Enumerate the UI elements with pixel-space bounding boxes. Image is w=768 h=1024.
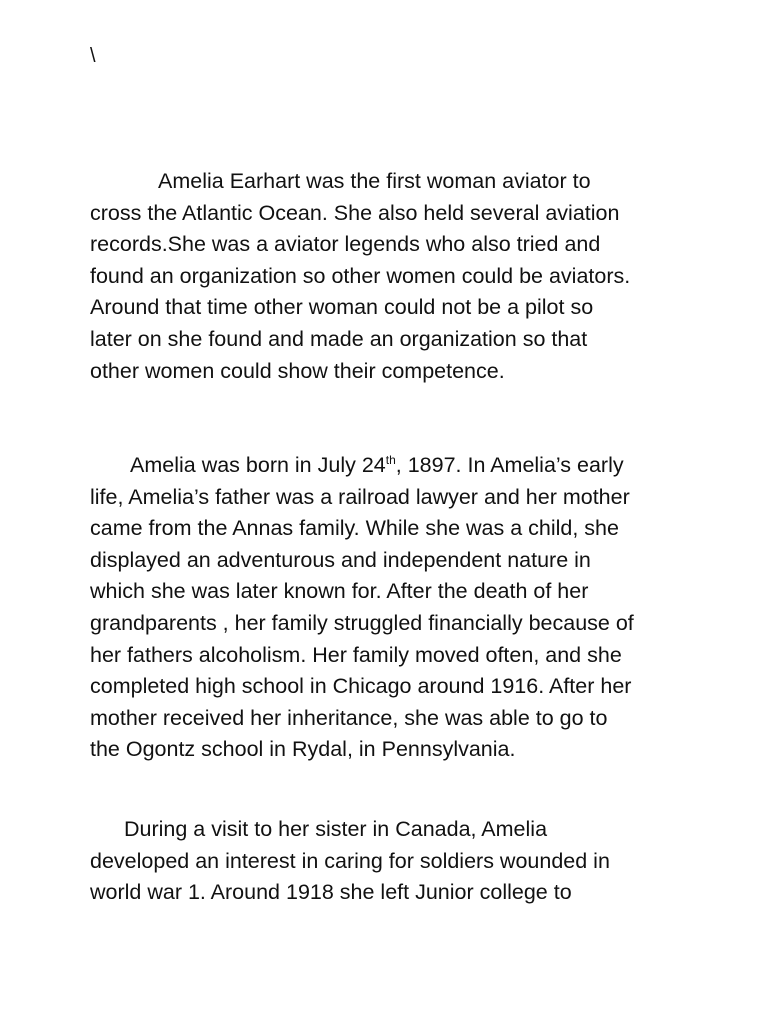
text-line: developed an interest in caring for soldiers wounded in — [90, 848, 610, 873]
stray-backslash-mark: \ — [90, 45, 96, 67]
paragraph-intro — [90, 166, 690, 387]
paragraph-canada-visit — [90, 814, 690, 909]
ordinal-superscript: th — [385, 452, 396, 467]
text-line: Amelia Earhart was the first woman aviator to — [158, 169, 591, 193]
paragraph-early-life — [90, 450, 690, 766]
text-line: During a visit to her sister in Canada, Amelia — [124, 817, 548, 841]
text-line: her fathers alcoholism. Her family moved often, and she — [90, 642, 622, 667]
text-line: later on she found and made an organization so that — [90, 326, 588, 351]
text-fragment: Amelia was born in July 24 — [130, 453, 386, 477]
text-line: other women could show their competence. — [90, 358, 505, 383]
text-line: completed high school in Chicago around 1916. After her — [90, 674, 632, 699]
text-line: mother received her inheritance, she was able to go to — [90, 705, 608, 730]
text-line-with-superscript — [90, 450, 690, 482]
text-line: records.She was a aviator legends who also tried and — [90, 232, 601, 257]
text-line: found an organization so other women could be aviators. — [90, 263, 631, 288]
text-line: world war 1. Around 1918 she left Junior college to — [90, 880, 572, 905]
text-line: cross the Atlantic Ocean. She also held several aviation — [90, 200, 620, 225]
text-line: the Ogontz school in Rydal, in Pennsylvania. — [90, 737, 516, 762]
text-line: came from the Annas family. While she was a child, she — [90, 516, 619, 541]
text-line: Around that time other woman could not be a pilot so — [90, 295, 594, 320]
text-line: displayed an adventurous and independent nature in — [90, 547, 591, 572]
text-line: grandparents , her family struggled financially because of — [90, 610, 634, 635]
text-line: life, Amelia’s father was a railroad lawyer and her mother — [90, 484, 630, 509]
text-fragment: , 1897. In Amelia’s early — [395, 453, 624, 477]
text-line: which she was later known for. After the death of her — [90, 579, 589, 604]
